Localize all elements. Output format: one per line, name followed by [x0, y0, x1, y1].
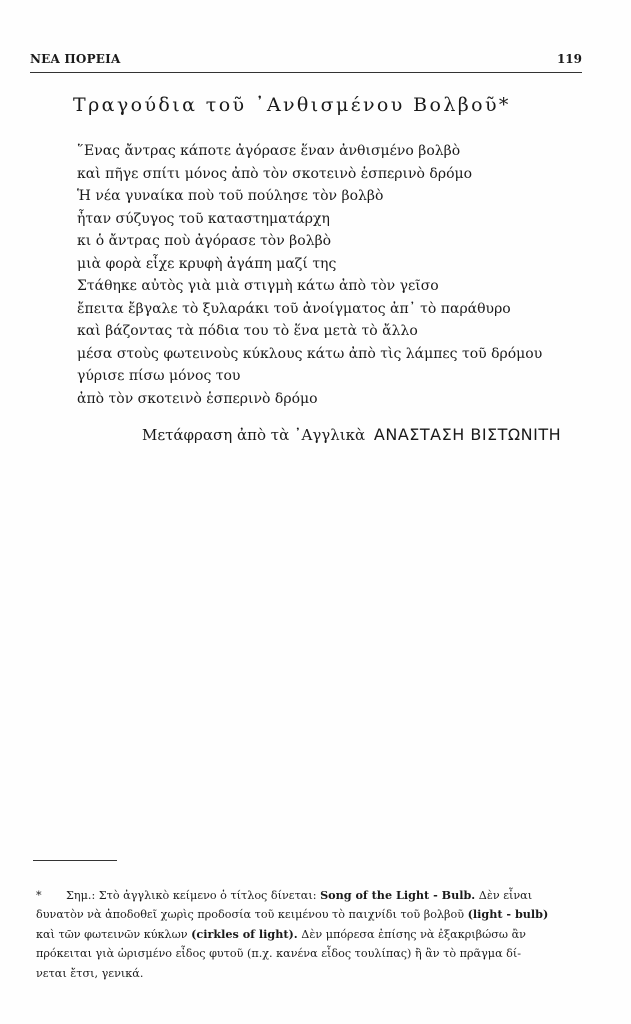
- footnote-line: νεται ἔτσι, γενικά.: [36, 966, 144, 980]
- footnote-english-term: (light - bulb): [467, 907, 549, 922]
- footnote-text: Δὲν μπόρεσα ἐπίσης νὰ ἐξακριβώσω ἂν: [301, 927, 526, 941]
- footnote-line: [36, 925, 586, 944]
- poem-body: [77, 140, 577, 410]
- footnote-text: δυνατὸν νὰ ἀποδοθεῖ χωρὶς προδοσία τοῦ κειμένου τὸ παιχνίδι τοῦ βολβοῦ: [36, 908, 465, 922]
- poem-line: ῞Ενας ἄντρας κάποτε ἀγόρασε ἕναν ἀνθισμένο βολβὸ: [77, 143, 461, 159]
- poem-line: γύρισε πίσω μόνος του: [77, 368, 241, 384]
- translation-credit: [142, 425, 561, 444]
- poem-line: ἦταν σύζυγος τοῦ καταστηματάρχη: [77, 210, 330, 227]
- page-number: 119: [556, 52, 582, 66]
- poem-line: καὶ βάζοντας τὰ πόδια του τὸ ἕνα μετὰ τὸ ἄλλο: [77, 323, 418, 339]
- poem-line: μέσα στοὺς φωτεινοὺς κύκλους κάτω ἀπὸ τὶς λάμπες τοῦ δρόμου: [77, 345, 543, 362]
- footnote-english-term: (cirkles of light).: [191, 926, 298, 941]
- footnote-line: [36, 905, 586, 924]
- poem-line: Ἡ νέα γυναίκα ποὺ τοῦ πούλησε τὸν βολβὸ: [77, 188, 384, 204]
- page-header: [30, 52, 582, 72]
- footnote-text: καὶ τῶν φωτεινῶν κύκλων: [36, 927, 188, 941]
- footnote: [36, 886, 586, 983]
- poem-line: κι ὁ ἄντρας ποὺ ἀγόρασε τὸν βολβὸ: [77, 233, 332, 249]
- poem-line: Στάθηκε αὐτὸς γιὰ μιὰ στιγμὴ κάτω ἀπὸ τὸν γεῖσο: [77, 278, 439, 294]
- footnote-marker: *: [36, 889, 42, 902]
- footnote-english-title: Song of the Light - Bulb.: [320, 888, 476, 902]
- translator-name: ΑΝΑΣΤΑΣΗ ΒΙΣΤΩΝΙΤΗ: [373, 425, 562, 444]
- footnote-line: πρόκειται γιὰ ὡρισμένο εἶδος φυτοῦ (π.χ. κανένα εἶδος τουλίπας) ἢ ἂν τὸ πρᾶγμα δί-: [36, 947, 522, 961]
- footnote-text: Δὲν εἶναι: [478, 889, 533, 902]
- footnote-rule: [33, 860, 117, 861]
- poem-line: μιὰ φορὰ εἶχε κρυφὴ ἀγάπη μαζί της: [77, 255, 337, 272]
- footnote-line: [36, 886, 586, 905]
- footnote-text: Σημ.: Στὸ ἀγγλικὸ κείμενο ὁ τίτλος δίνεται:: [66, 889, 317, 902]
- header-rule: [30, 72, 582, 73]
- poem-title: Τραγούδια τοῦ ᾿Ανθισμένου Βολβοῦ*: [73, 94, 511, 116]
- poem-line: καὶ πῆγε σπίτι μόνος ἀπὸ τὸν σκοτεινὸ ἑσπερινὸ δρόμο: [77, 165, 473, 182]
- journal-title: ΝΕΑ ΠΟΡΕΙΑ: [30, 52, 121, 66]
- poem-line: ἔπειτα ἔβγαλε τὸ ξυλαράκι τοῦ ἀνοίγματος ἀπ᾿ τὸ παράθυρο: [77, 300, 511, 317]
- translation-prefix: Μετάφραση ἀπὸ τὰ ᾿Αγγλικὰ: [142, 426, 366, 444]
- poem-line: ἀπὸ τὸν σκοτεινὸ ἑσπερινὸ δρόμο: [77, 390, 318, 407]
